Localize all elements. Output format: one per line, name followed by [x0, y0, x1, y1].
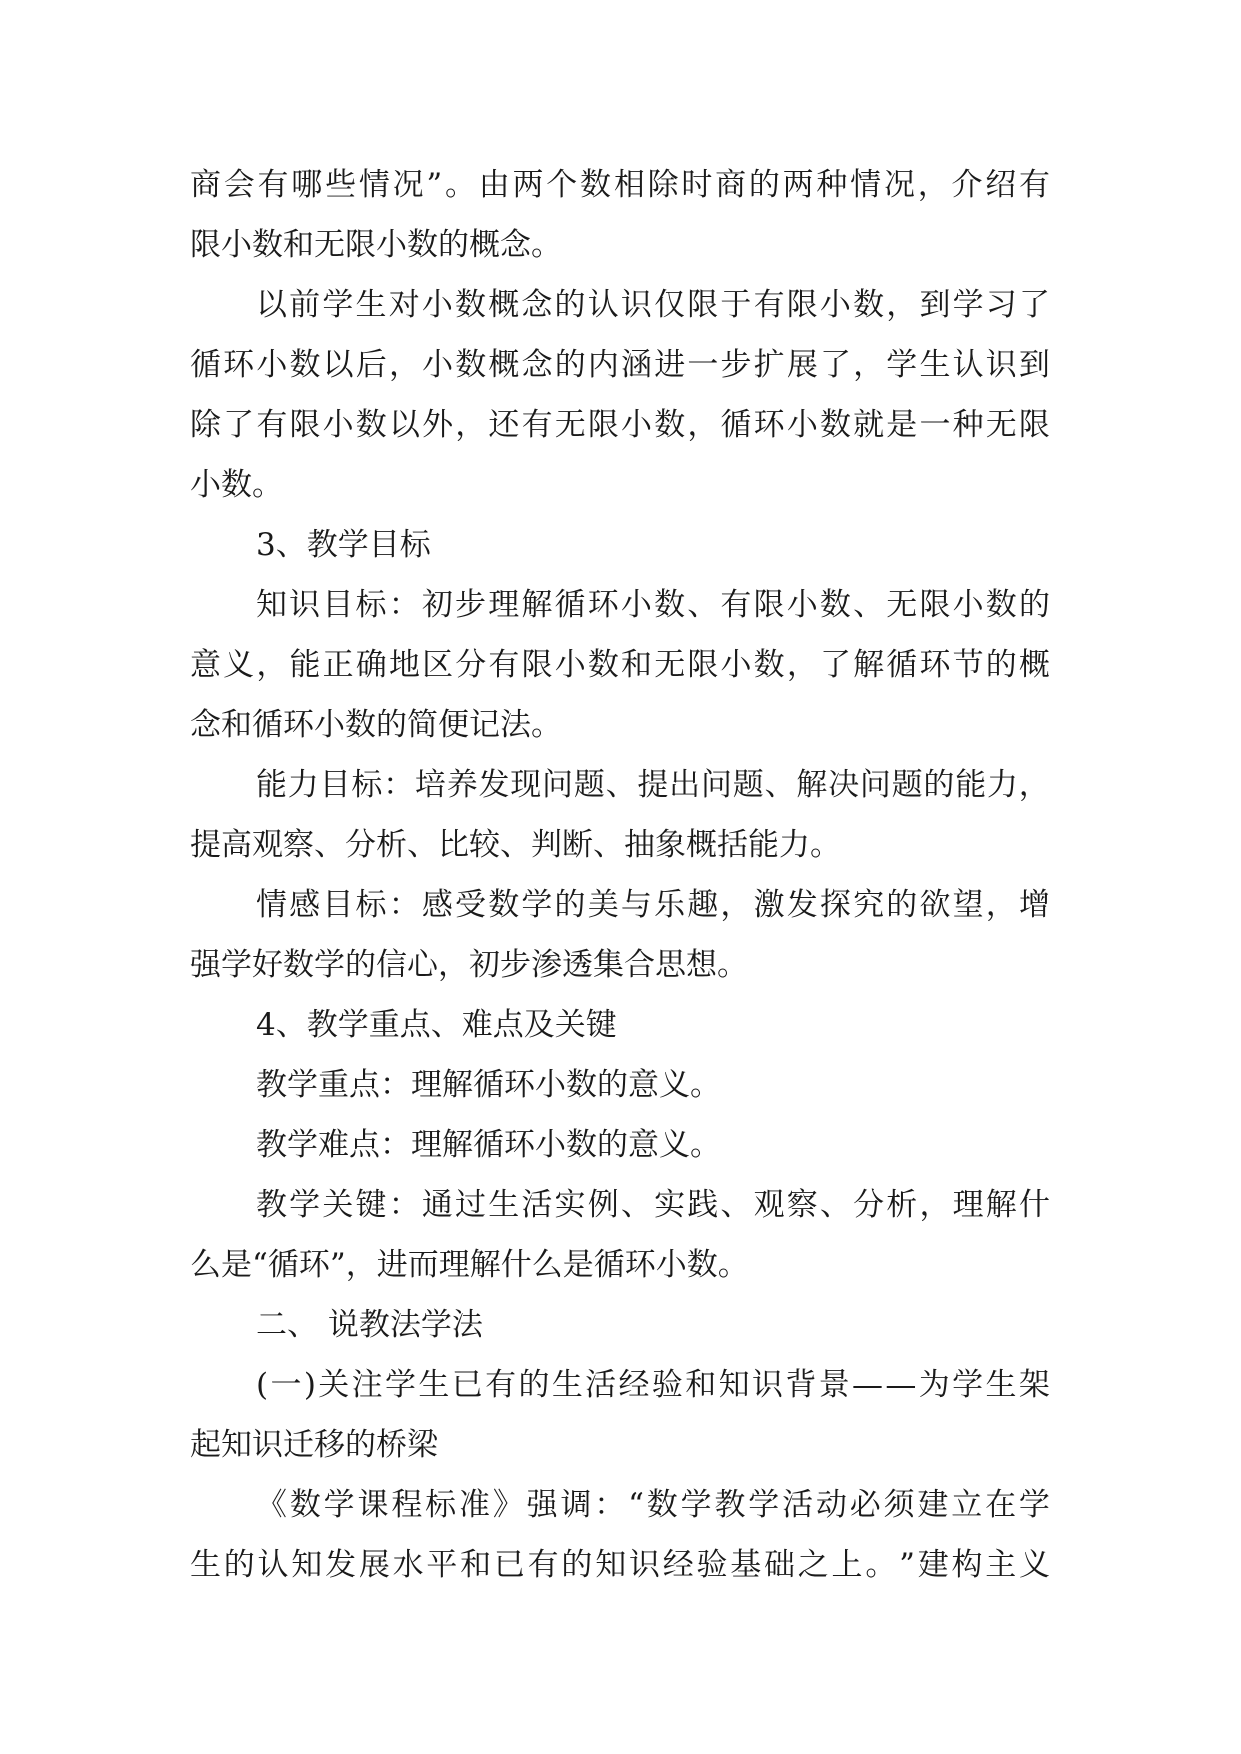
paragraph-line: 限小数和无限小数的概念。 [190, 227, 562, 263]
paragraph-line: 《 数 学 课 程 标 准 》 强 调 ： “ 数 学 教 学 活 动 必 须 建 立 在 学 [256, 1487, 1050, 1523]
paragraph-line: 提高观察、分析、比较、判断、抽象概括能力。 [190, 827, 841, 863]
paragraph-line: 么是“循环”，进而理解什么是循环小数。 [190, 1247, 749, 1283]
paragraph-line: 教学重点：理解循环小数的意义。 [256, 1067, 721, 1103]
section-heading: 二、 说教法学法 [256, 1307, 483, 1343]
paragraph-line: 能 力 目 标 ： 培 养 发 现 问 题 、 提 出 问 题 、 解 决 问 题 的 能 力 ， [256, 767, 1050, 803]
paragraph-line: 循 环 小 数 以 后 ， 小 数 概 念 的 内 涵 进 一 步 扩 展 了 ， 学 生 认 识 到 [190, 347, 1050, 383]
section-heading: 4、教学重点、难点及关键 [256, 1007, 617, 1043]
paragraph-line: 除 了 有 限 小 数 以 外 ， 还 有 无 限 小 数 ， 循 环 小 数 就 是 一 种 无 限 [190, 407, 1050, 443]
paragraph-line: 强学好数学的信心，初步渗透集合思想。 [190, 947, 748, 983]
paragraph-line: 念和循环小数的简便记法。 [190, 707, 562, 743]
subsection-heading: ( 一 ) 关 注 学 生 已 有 的 生 活 经 验 和 知 识 背 景 — — 为 学 生 架 [256, 1367, 1050, 1403]
paragraph-line: 情 感 目 标 ： 感 受 数 学 的 美 与 乐 趣 ， 激 发 探 究 的 欲 望 ， 增 [256, 887, 1050, 923]
paragraph-line: 生 的 认 知 发 展 水 平 和 已 有 的 知 识 经 验 基 础 之 上 。 ” 建 构 主 义 [190, 1547, 1050, 1583]
subsection-heading: 起知识迁移的桥梁 [190, 1427, 438, 1463]
paragraph-line: 小数。 [190, 467, 283, 503]
section-heading: 3、教学目标 [256, 527, 431, 563]
paragraph-line: 以 前 学 生 对 小 数 概 念 的 认 识 仅 限 于 有 限 小 数 ， 到 学 习 了 [256, 287, 1050, 323]
paragraph-line: 意 义 ， 能 正 确 地 区 分 有 限 小 数 和 无 限 小 数 ， 了 解 循 环 节 的 概 [190, 647, 1050, 683]
paragraph-line: 教 学 关 键 ： 通 过 生 活 实 例 、 实 践 、 观 察 、 分 析 ， 理 解 什 [256, 1187, 1050, 1223]
paragraph-line: 知 识 目 标 ： 初 步 理 解 循 环 小 数 、 有 限 小 数 、 无 限 小 数 的 [256, 587, 1050, 623]
paragraph-line: 商 会 有 哪 些 情 况 ” 。 由 两 个 数 相 除 时 商 的 两 种 情 况 ， 介 绍 有 [190, 167, 1050, 203]
paragraph-line: 教学难点：理解循环小数的意义。 [256, 1127, 721, 1163]
